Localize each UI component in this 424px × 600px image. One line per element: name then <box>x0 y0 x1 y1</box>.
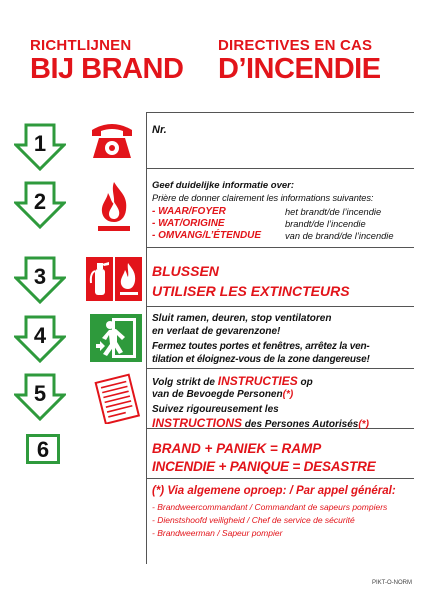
step-3-line-nl: BLUSSEN <box>152 263 219 279</box>
step-1-arrow <box>14 123 66 171</box>
step-5-fr-line1: Suivez rigoureusement les <box>152 404 279 415</box>
step-2-intro-nl: Geef duidelijke informatie over: <box>152 180 295 191</box>
footer-title: (*) Via algemene oproep: / Par appel général: <box>152 485 396 497</box>
step-5-star: (*) <box>358 419 369 430</box>
step-3-number: 3 <box>33 264 47 289</box>
divider <box>146 112 414 113</box>
column-divider <box>146 112 147 564</box>
step-5-arrow <box>14 373 66 421</box>
step-5-instructions: INSTRUCTIONS <box>152 416 242 430</box>
step-2-intro-fr: Prière de donner clairement les informations suivantes: <box>152 193 374 203</box>
step-5-nl-line1 <box>152 374 313 388</box>
divider <box>146 168 414 169</box>
step-5-text: op <box>297 377 313 388</box>
footer-item: - Brandweercommandant / Commandant de sapeurs pompiers <box>152 502 388 512</box>
step-5-instructies: INSTRUCTIES <box>217 374 298 388</box>
step-6-line-fr: INCENDIE + PANIQUE = DESASTRE <box>152 459 376 474</box>
telephone-icon <box>90 120 134 160</box>
header-nl-title: BIJ BRAND <box>30 53 184 85</box>
step-3-arrow <box>14 256 66 304</box>
step-1-number-label: Nr. <box>152 124 167 136</box>
step-5-nl-line2 <box>152 389 293 400</box>
header-nl-top: RICHTLIJNEN <box>30 37 132 54</box>
step-4-number: 4 <box>33 323 47 348</box>
step-2-key: - WAAR/FOYER <box>152 206 226 217</box>
step-4-line: en verlaat de gevarenzone! <box>152 326 281 337</box>
document-icon <box>92 372 144 424</box>
step-4-line: tilation et éloignez-vous de la zone dangereuse! <box>152 354 370 365</box>
step-2-number: 2 <box>33 189 47 214</box>
footer-item: - Dienstshoofd veiligheid / Chef de service de sécurité <box>152 515 355 525</box>
divider <box>146 368 414 369</box>
brand-logo-text: PIKT-O-NORM <box>372 580 412 586</box>
divider <box>146 247 414 248</box>
step-2-key: - WAT/ORIGINE <box>152 218 225 229</box>
step-5-text: van de Bevoegde Personen <box>152 389 283 400</box>
footer-item: - Brandweerman / Sapeur pompier <box>152 528 283 538</box>
step-1-number: 1 <box>33 131 47 156</box>
header-fr-title: D’INCENDIE <box>218 53 381 85</box>
emergency-exit-icon <box>90 314 142 362</box>
step-6-line-nl: BRAND + PANIEK = RAMP <box>152 441 322 456</box>
step-4-line: Sluit ramen, deuren, stop ventilatoren <box>152 313 332 324</box>
step-2-arrow <box>14 181 66 229</box>
step-6-box <box>26 434 60 464</box>
step-4-arrow <box>14 315 66 363</box>
divider <box>146 478 414 479</box>
step-5-text: Volg strikt de <box>152 377 218 388</box>
fire-icon <box>94 180 134 234</box>
fire-extinguisher-icon <box>86 257 142 301</box>
step-2-key: - OMVANG/L’ÉTENDUE <box>152 230 262 241</box>
step-3-line-fr: UTILISER LES EXTINCTEURS <box>152 283 350 299</box>
step-4-line: Fermez toutes portes et fenêtres, arrêtez la ven- <box>152 341 370 352</box>
step-2-value: brandt/de l’incendie <box>285 219 366 229</box>
step-5-text: des Persones Autorisés <box>242 419 359 430</box>
step-6-number: 6 <box>36 437 50 462</box>
step-5-star: (*) <box>282 389 294 400</box>
step-2-value: van de brand/de l’incendie <box>285 231 394 241</box>
step-2-value: het brandt/de l’incendie <box>285 207 382 217</box>
step-5-number: 5 <box>33 381 47 406</box>
step-5-fr-line2 <box>152 416 369 430</box>
divider <box>146 306 414 307</box>
header-fr-top: DIRECTIVES EN CAS <box>218 37 373 54</box>
